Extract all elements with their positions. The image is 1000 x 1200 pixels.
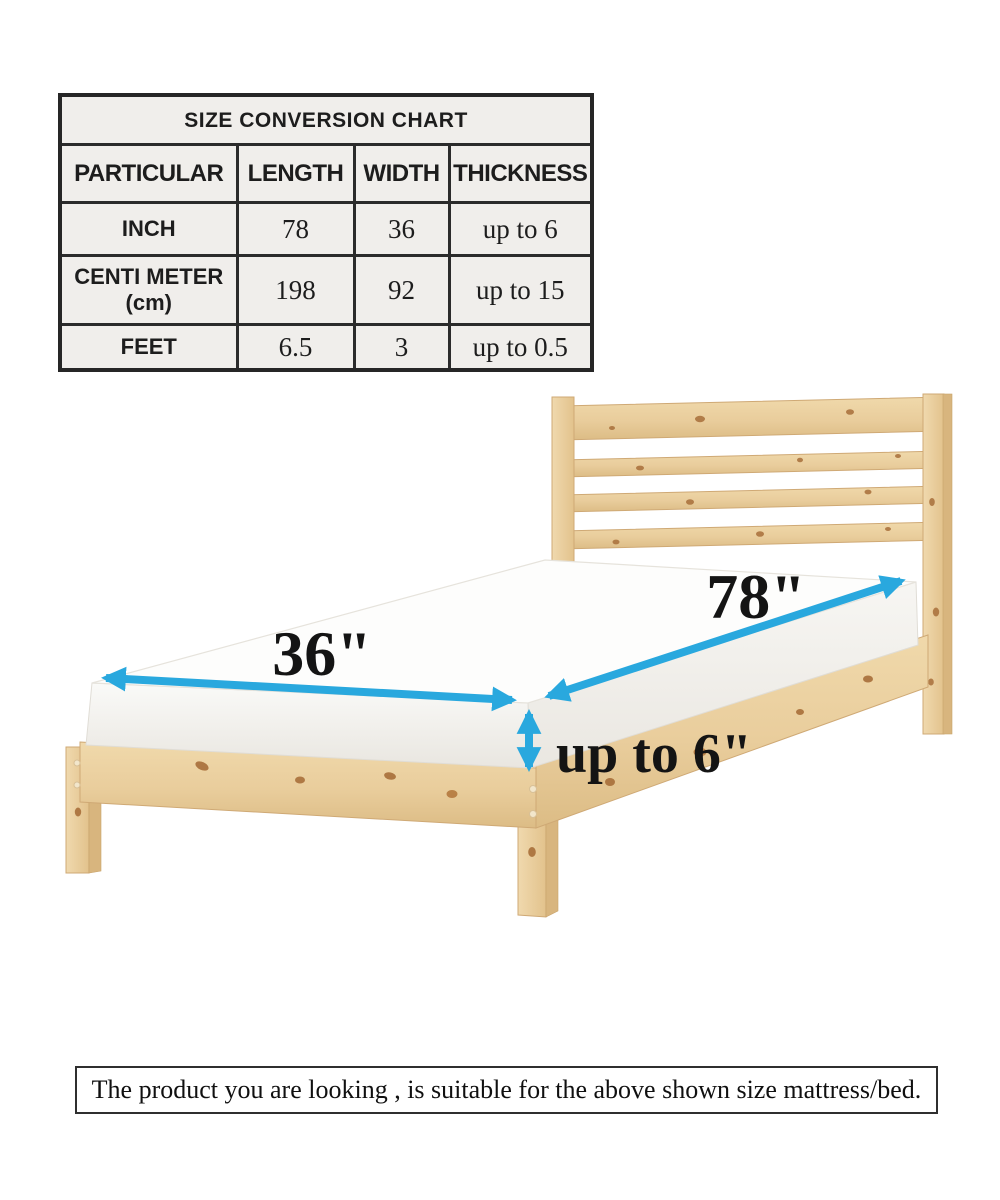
- table-row-centimeter: [60, 256, 592, 325]
- headboard-slat: [560, 486, 944, 512]
- cell-length: 198: [237, 256, 354, 325]
- table-header-row: [60, 145, 592, 203]
- bed-dimension-diagram: [0, 382, 1000, 1062]
- cell-width: 92: [354, 256, 449, 325]
- headboard-right-post-side: [943, 394, 952, 734]
- row-label-line1: CENTI METER: [74, 264, 224, 290]
- cell-thickness: up to 6: [449, 203, 592, 256]
- suitability-note-text: The product you are looking , is suitable for the above shown size mattress/bed.: [91, 1075, 922, 1104]
- size-conversion-table: [58, 93, 594, 372]
- cell-width: 3: [354, 325, 449, 371]
- col-header-width: WIDTH: [354, 145, 449, 203]
- length-dimension-label: 78": [706, 561, 806, 632]
- col-header-particular: PARTICULAR: [60, 145, 237, 203]
- thickness-dimension-label: up to 6": [555, 723, 753, 785]
- row-label: INCH: [60, 203, 237, 256]
- cell-length: 78: [237, 203, 354, 256]
- suitability-note-box: [75, 1066, 938, 1114]
- row-label: FEET: [60, 325, 237, 371]
- headboard-left-post: [552, 397, 574, 565]
- width-dimension-label: 36": [272, 618, 372, 689]
- headboard-slat: [560, 451, 944, 477]
- table-title-row: [60, 95, 592, 145]
- table-title: SIZE CONVERSION CHART: [60, 95, 592, 145]
- col-header-thickness: THICKNESS: [449, 145, 592, 203]
- table-row-feet: [60, 325, 592, 371]
- headboard-slat: [560, 522, 944, 549]
- cell-length: 6.5: [237, 325, 354, 371]
- headboard-top-rail: [560, 397, 944, 440]
- col-header-length: LENGTH: [237, 145, 354, 203]
- cell-width: 36: [354, 203, 449, 256]
- row-label: [60, 256, 237, 325]
- table-row-inch: [60, 203, 592, 256]
- cell-thickness: up to 15: [449, 256, 592, 325]
- cell-thickness: up to 0.5: [449, 325, 592, 371]
- row-label-line2: (cm): [125, 290, 172, 315]
